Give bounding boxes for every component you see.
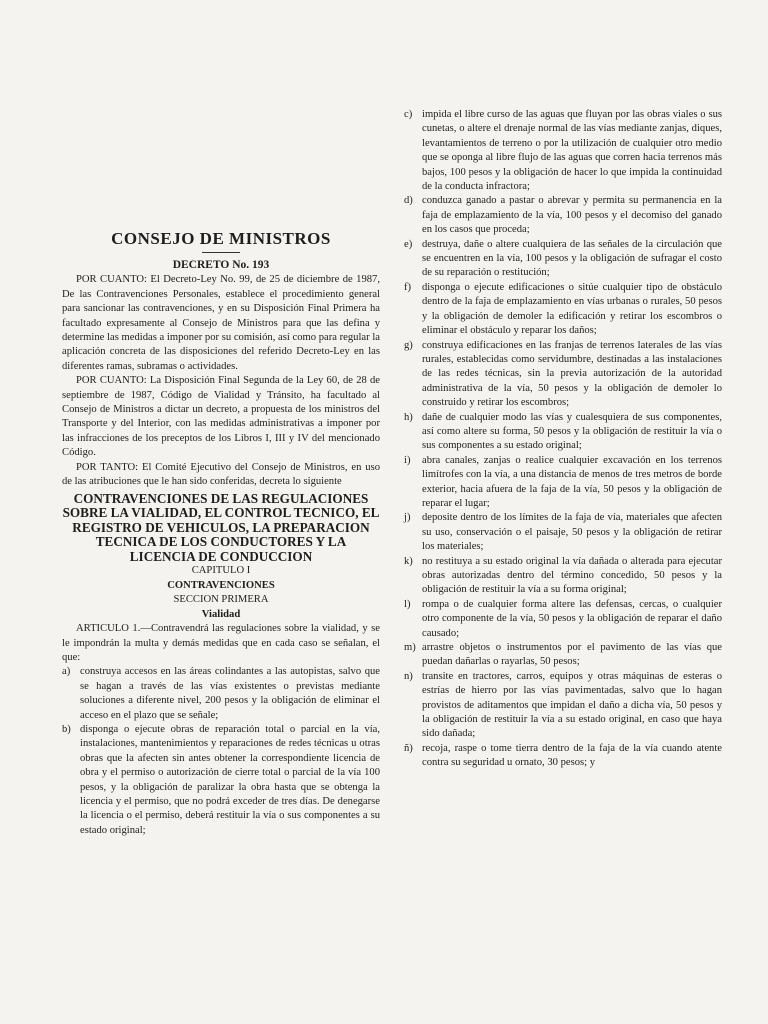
paragraph-por-cuanto-2: POR CUANTO: La Disposición Final Segunda de la Ley 60, de 28 de septiembre de 1987, Código de Vialidad y Tránsito, ha facultado al Consejo de Ministros a dictar un decreto, a propuesta de los ministros del Transporte y del Interior, con las medidas administrativas a imponer por las infracciones de los preceptos de los Libros I, III y IV del mencionado Código.	[62, 375, 380, 459]
list-item	[404, 281, 722, 339]
item-text: disponga o ejecute edificaciones o sitúe cualquier tipo de obstáculo dentro de la faja de emplazamiento en vías urbanas o rurales, 50 pesos y la obligación de demoler la edificación y retirar los escombros o eliminar el obstáculo y reparar los daños;	[422, 281, 722, 337]
item-text: deposite dentro de los límites de la faja de vía, materiales que afecten su uso, conservación o el paisaje, 50 pesos y la obligación de retirar los materiales;	[422, 512, 722, 553]
list-item	[404, 454, 722, 512]
item-text: rompa o de cualquier forma altere las defensas, cercas, o cualquier otro componente de la vía, 50 pesos y la obligación de reparar el daño causado;	[422, 598, 722, 639]
item-text: dañe de cualquier modo las vías y cualesquiera de sus componentes, así como altere su forma, 50 pesos y la obligación de restituir la vía o sus componentes a su estado original;	[422, 411, 722, 452]
list-item	[404, 511, 722, 554]
section-label: SECCION PRIMERA	[173, 594, 269, 606]
list-item	[404, 670, 722, 742]
item-text: construya accesos en las áreas colindantes a las autopistas, salvo que se hagan a través de las vías existentes o previstas mediante soluciones a diferente nivel, 200 pesos y la obligación de eliminar el acceso en el plazo que se señale;	[80, 666, 380, 721]
item-text: disponga o ejecute obras de reparación total o parcial en la vía, instalaciones, mantenimientos y reparaciones de redes técnicas u otras obras que la afecten sin antes obtener la correspondiente licencia de obra y el permiso o autorización de cierre total o parcial de la vía 100 pesos, y la obligación de paralizar la obra hasta que se obtenga la licencia y el permiso, que no podrá exceder de tres días. De denegarse la licencia o el permiso, deberá restituir la vía o sus componentes a su estado original;	[80, 723, 380, 836]
list-item	[62, 665, 380, 723]
left-column	[62, 258, 380, 838]
list-item	[404, 108, 722, 194]
item-label: f)	[404, 281, 412, 293]
item-text: destruya, dañe o altere cualquiera de las señales de la circulación que se encuentren en la vía, 100 pesos y la obligación de sufragar el costo de su reparación o restitución;	[422, 238, 722, 279]
item-label: j)	[404, 512, 411, 524]
item-text: impida el libre curso de las aguas que fluyan por las obras viales o sus cunetas, o altere el drenaje normal de las vías mediante zanjas, diques, levantamientos de terreno o por la utilización de cualquier otro medio que se oponga al libre flujo de las aguas que corren hacia terrenos más bajos, 100 pesos y la obligación de hacer lo que impida la continuidad de la conducta infractora;	[422, 109, 722, 193]
section-title: Vialidad	[201, 608, 241, 620]
item-label: h)	[404, 411, 413, 423]
list-item	[404, 555, 722, 598]
list-item	[404, 641, 722, 670]
decree-number: DECRETO No. 193	[172, 259, 270, 271]
item-label: c)	[404, 109, 413, 120]
item-label: k)	[404, 555, 413, 567]
item-text: abra canales, zanjas o realice cualquier excavación en los terrenos limítrofes con la vía, a una distancia de menos de tres metros de borde exterior, hacia afuera de la faja de la vía, 50 pesos y la obligación de reparar el lugar;	[422, 454, 722, 509]
list-item	[404, 742, 722, 771]
item-label: g)	[404, 339, 413, 351]
item-label: e)	[404, 238, 413, 250]
item-text: conduzca ganado a pastar o abrevar y permita su permanencia en la faja de emplazamiento de la vía, 100 pesos y el decomiso del ganado en los casos que proceda;	[422, 195, 722, 236]
item-label: n)	[404, 670, 413, 682]
list-item	[404, 339, 722, 411]
paragraph-por-cuanto-1: POR CUANTO: El Decreto-Ley No. 99, de 25 de diciembre de 1987, De las Contravenciones Personales, establece el procedimiento general para sancionar las contravenciones, y en su Disposición Final Primera ha facultado expresamente al Consejo de Ministros para que las defina y determine las medidas a imponer por su comisión, así como para regular la aplicación concreta de las disposiciones del referido Decreto-Ley en las diferentes ramas, subramas o actividades.	[62, 274, 380, 372]
page-title: CONSEJO DE MINISTROS	[111, 229, 331, 248]
item-label: a)	[62, 666, 71, 678]
list-item	[404, 598, 722, 641]
title-rule	[202, 252, 240, 253]
item-label: m)	[404, 642, 416, 654]
regulations-heading: CONTRAVENCIONES DE LAS REGULACIONES SOBRE LA VIALIDAD, EL CONTROL TECNICO, EL REGISTRO DE VEHICULOS, LA PREPARACION TECNICA DE LOS CONDUCTORES Y LA LICENCIA DE CONDUCCION	[62, 490, 380, 564]
chapter-title: CONTRAVENCIONES	[167, 579, 275, 591]
right-column	[404, 108, 722, 771]
chapter-label: CAPITULO I	[191, 565, 251, 577]
item-label: d)	[404, 195, 413, 207]
list-item	[404, 411, 722, 454]
item-text: transite en tractores, carros, equipos y otras máquinas de esteras o estrías de hierro por las vías pavimentadas, salvo que lo hagan provistos de aditamentos que impidan el daño a dicha vía, 50 pesos y la obligación de restituir la vía a su estado original, en caso que haya sido dañada;	[422, 670, 722, 740]
article-1: ARTICULO 1.—Contravendrá las regulaciones sobre la vialidad, y se le impondrán la multa y demás medidas que en cada caso se señalan, el que:	[62, 623, 380, 663]
item-text: no restituya a su estado original la vía dañada o alterada para ejecutar obras autorizadas dentro del término concedido, 50 pesos y la obligación de restituir la vía a su forma original;	[422, 555, 722, 596]
item-label: b)	[62, 723, 71, 735]
list-item	[62, 723, 380, 838]
item-text: arrastre objetos o instrumentos por el pavimento de las vías que puedan dañarlas o rayarlas, 50 pesos;	[422, 642, 722, 668]
item-text: recoja, raspe o tome tierra dentro de la faja de la vía cuando atente contra su seguridad u ornato, 30 pesos; y	[422, 742, 722, 769]
item-label: ñ)	[404, 742, 413, 754]
list-item	[404, 238, 722, 281]
list-item	[404, 194, 722, 237]
item-text: construya edificaciones en las franjas de terrenos laterales de las vías rurales, establecidas como servidumbre, destinadas a las instalaciones de las redes técnicas, sin la previa autorización de la autoridad administrativa de la vía, 50 pesos y la obligación de demoler lo construido y retirar los escombros;	[422, 339, 722, 409]
paragraph-por-tanto: POR TANTO: El Comité Ejecutivo del Consejo de Ministros, en uso de las atribuciones que le han sido conferidas, decreta lo siguiente	[62, 461, 380, 488]
item-label: l)	[404, 598, 411, 610]
item-label: i)	[404, 454, 411, 466]
